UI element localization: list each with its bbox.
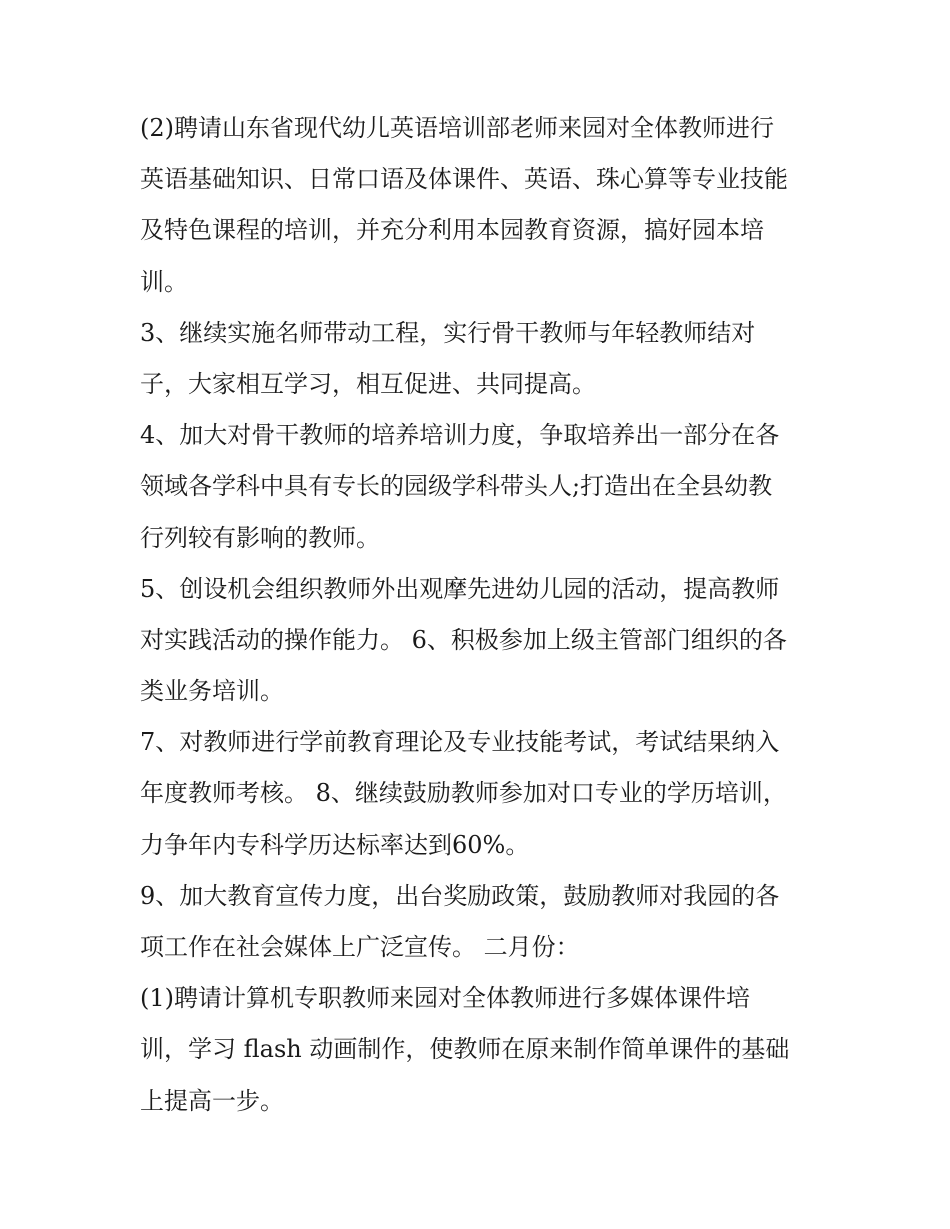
text-line: 年度教师考核。 8、继续鼓励教师参加对口专业的学历培训，: [140, 779, 787, 808]
document-body: [140, 103, 815, 1127]
text-line: 4、加大对骨干教师的培养培训力度，争取培养出一部分在各: [140, 421, 780, 450]
paragraph-item-5-6-observation: [140, 564, 815, 718]
paragraph-item-1-computer-training: [140, 973, 815, 1127]
text-line: (2)聘请山东省现代幼儿英语培训部老师来园对全体教师进行: [140, 114, 774, 142]
text-line: 7、对教师进行学前教育理论及专业技能考试，考试结果纳入: [140, 728, 780, 757]
text-line: 行列较有影响的教师。: [140, 523, 380, 552]
text-line: (1)聘请计算机专职教师来园对全体教师进行多媒体课件培: [140, 984, 750, 1013]
text-line: 9、加大教育宣传力度，出台奖励政策，鼓励教师对我园的各: [140, 881, 780, 910]
text-line: 训。: [140, 267, 188, 296]
text-line: 子，大家相互学习，相互促进、共同提高。: [140, 369, 596, 398]
paragraph-item-3-mentoring: [140, 308, 815, 410]
text-line: 3、继续实施名师带动工程，实行骨干教师与年轻教师结对: [140, 318, 756, 347]
paragraph-item-2-training: [140, 103, 815, 308]
paragraph-item-7-8-exams: [140, 717, 815, 871]
text-line: 类业务培训。: [140, 677, 284, 706]
text-line: 及特色课程的培训，并充分利用本园教育资源，搞好园本培: [140, 216, 764, 245]
text-line: 英语基础知识、日常口语及体课件、英语、珠心算等专业技能: [140, 165, 788, 194]
text-line: 对实践活动的操作能力。 6、积极参加上级主管部门组织的各: [140, 625, 787, 654]
paragraph-item-4-backbone-teachers: [140, 410, 815, 564]
text-line: 领域各学科中具有专长的园级学科带头人;打造出在全县幼教: [140, 472, 773, 501]
text-line: 上提高一步。: [140, 1086, 284, 1115]
text-line: 5、创设机会组织教师外出观摩先进幼儿园的活动，提高教师: [140, 574, 780, 603]
text-line: 力争年内专科学历达标率达到60%。: [140, 830, 530, 859]
paragraph-item-9-publicity: [140, 871, 815, 973]
text-line: 项工作在社会媒体上广泛宣传。 二月份：: [140, 933, 580, 961]
text-line: 训，学习 flash 动画制作，使教师在原来制作简单课件的基础: [140, 1035, 790, 1064]
